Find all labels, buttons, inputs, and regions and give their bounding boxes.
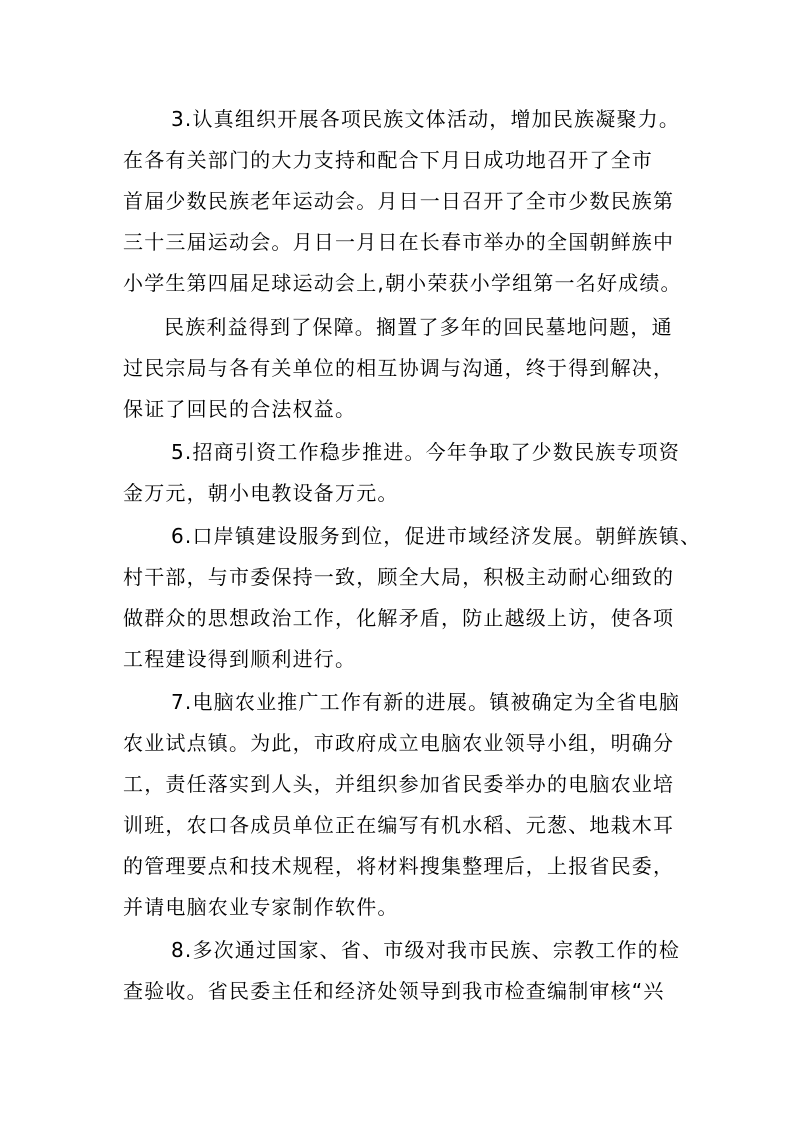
text-line: 保证了回民的合法权益。 bbox=[123, 397, 357, 421]
text-line: 首届少数民族老年运动会。月日一日召开了全市少数民族第 bbox=[123, 189, 675, 213]
text-line: 5.招商引资工作稳步推进。今年争取了少数民族专项资 bbox=[171, 440, 681, 464]
text-line: 在各有关部门的大力支持和配合下月日成功地召开了全市 bbox=[123, 148, 653, 172]
text-line: 8.多次通过国家、省、市级对我市民族、宗教工作的检 bbox=[171, 938, 681, 962]
text-line: 6.口岸镇建设服务到位，促进市域经济发展。朝鲜族镇、 bbox=[171, 524, 702, 548]
text-line: 民族利益得到了保障。搁置了多年的回民墓地问题，通 bbox=[164, 315, 673, 339]
text-line: 查验收。省民委主任和经济处领导到我市检查编制审核“兴 bbox=[123, 979, 665, 1003]
text-line: 并请电脑农业专家制作软件。 bbox=[123, 895, 399, 919]
text-line: 金万元，朝小电教设备万元。 bbox=[123, 481, 399, 505]
text-line: 工，责任落实到人头，并组织参加省民委举办的电脑农业培 bbox=[123, 772, 675, 796]
text-line: 的管理要点和技术规程，将材料搜集整理后，上报省民委， bbox=[123, 854, 675, 878]
text-line: 工程建设得到顺利进行。 bbox=[123, 647, 357, 671]
text-line: 小学生第四届足球运动会上,朝小荣获小学组第一名好成绩。 bbox=[123, 271, 682, 295]
text-line: 过民宗局与各有关单位的相互协调与沟通，终于得到解决， bbox=[123, 356, 675, 380]
text-line: 训班，农口各成员单位正在编写有机水稻、元葱、地栽木耳 bbox=[123, 813, 675, 837]
text-line: 做群众的思想政治工作，化解矛盾，防止越级上访，使各项 bbox=[123, 606, 675, 630]
text-line: 7.电脑农业推广工作有新的进展。镇被确定为全省电脑 bbox=[171, 690, 681, 714]
text-line: 农业试点镇。为此，市政府成立电脑农业领导小组，明确分 bbox=[123, 731, 675, 755]
text-line: 村干部，与市委保持一致，顾全大局，积极主动耐心细致的 bbox=[123, 565, 675, 589]
text-line: 三十三届运动会。月日一月日在长春市举办的全国朝鲜族中 bbox=[123, 230, 675, 254]
text-line: 3.认真组织开展各项民族文体活动，增加民族凝聚力。 bbox=[171, 107, 681, 131]
